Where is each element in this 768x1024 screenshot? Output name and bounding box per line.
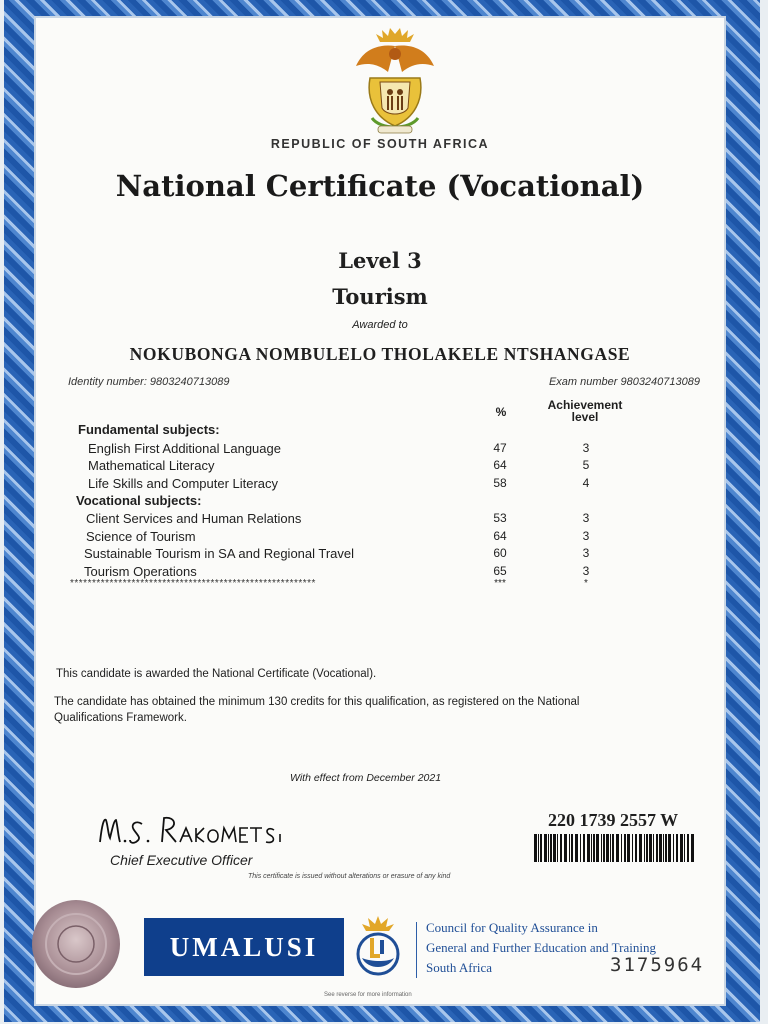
serial-number: 220 1739 2557 W (548, 810, 679, 830)
subject-percent: 64 (493, 529, 507, 543)
subject-level: 3 (582, 546, 590, 560)
terminator-percent: *** (494, 578, 506, 589)
signature-image (96, 812, 286, 846)
alteration-disclaimer: This certificate is issued without alterations or erasure of any kind (248, 873, 451, 880)
subject-level: 5 (582, 458, 590, 472)
programme-name: Tourism (332, 284, 428, 309)
signatory-role: Chief Executive Officer (110, 852, 253, 868)
percent-column-header: % (495, 405, 507, 419)
council-line2: General and Further Education and Training (426, 940, 656, 955)
certificate-number: 3175964 (610, 954, 705, 976)
exam-number: Exam number 9803240713089 (548, 376, 700, 388)
country-name: REPUBLIC OF SOUTH AFRICA (270, 137, 490, 151)
subject-name: Science of Tourism (86, 529, 196, 544)
award-statement: This candidate is awarded the National Certificate (Vocational). (56, 668, 377, 680)
subject-level: 3 (582, 564, 590, 578)
subject-name: Life Skills and Computer Literacy (88, 476, 279, 491)
subject-level: 3 (582, 529, 590, 543)
subject-percent: 47 (493, 441, 507, 455)
vocational-subjects-label: Vocational subjects: (76, 493, 202, 508)
achievement-column-header (540, 399, 630, 423)
certificate-sheet (34, 16, 726, 1006)
subject-percent: 65 (493, 564, 507, 578)
effective-date: With effect from December 2021 (290, 772, 442, 784)
fundamental-subjects-label: Fundamental subjects: (78, 422, 220, 437)
subject-percent: 58 (493, 476, 507, 490)
umalusi-wordmark: UMALUSI (144, 918, 344, 976)
subject-percent: 64 (493, 458, 507, 472)
subject-percent: 60 (493, 546, 507, 560)
achievement-header-line1: Achievement (547, 398, 623, 412)
terminator-stars: ******************************************************** (70, 578, 316, 589)
embossed-seal-icon (30, 898, 122, 990)
coat-of-arms-icon (350, 26, 440, 138)
candidate-name: NOKUBONGA NOMBULELO THOLAKELE NTSHANGASE (129, 344, 631, 364)
subject-level: 4 (582, 476, 590, 490)
subject-level: 3 (582, 441, 590, 455)
reverse-note: See reverse for more information (324, 992, 412, 998)
credits-statement-line2: Qualifications Framework. (54, 712, 187, 724)
council-line3: South Africa (426, 960, 493, 975)
qualification-level: Level 3 (338, 248, 422, 273)
awarded-to-label: Awarded to (352, 319, 408, 331)
barcode-icon (534, 834, 696, 862)
subject-name: Mathematical Literacy (88, 458, 215, 473)
subject-percent: 53 (493, 511, 507, 525)
certificate-title: National Certificate (Vocational) (115, 169, 645, 203)
subject-name: Tourism Operations (84, 564, 197, 579)
council-line1: Council for Quality Assurance in (426, 920, 598, 935)
subject-name: Client Services and Human Relations (86, 511, 302, 526)
footer-divider (416, 922, 417, 978)
achievement-header-line2: level (571, 410, 599, 424)
subject-name: English First Additional Language (88, 441, 281, 456)
subject-name: Sustainable Tourism in SA and Regional Travel (84, 546, 355, 561)
umalusi-logo-icon (348, 912, 408, 978)
identity-number: Identity number: 9803240713089 (68, 376, 230, 388)
subject-level: 3 (582, 511, 590, 525)
terminator-level: * (584, 578, 588, 589)
credits-statement-line1: The candidate has obtained the minimum 130 credits for this qualification, as registered on the National (54, 696, 580, 708)
